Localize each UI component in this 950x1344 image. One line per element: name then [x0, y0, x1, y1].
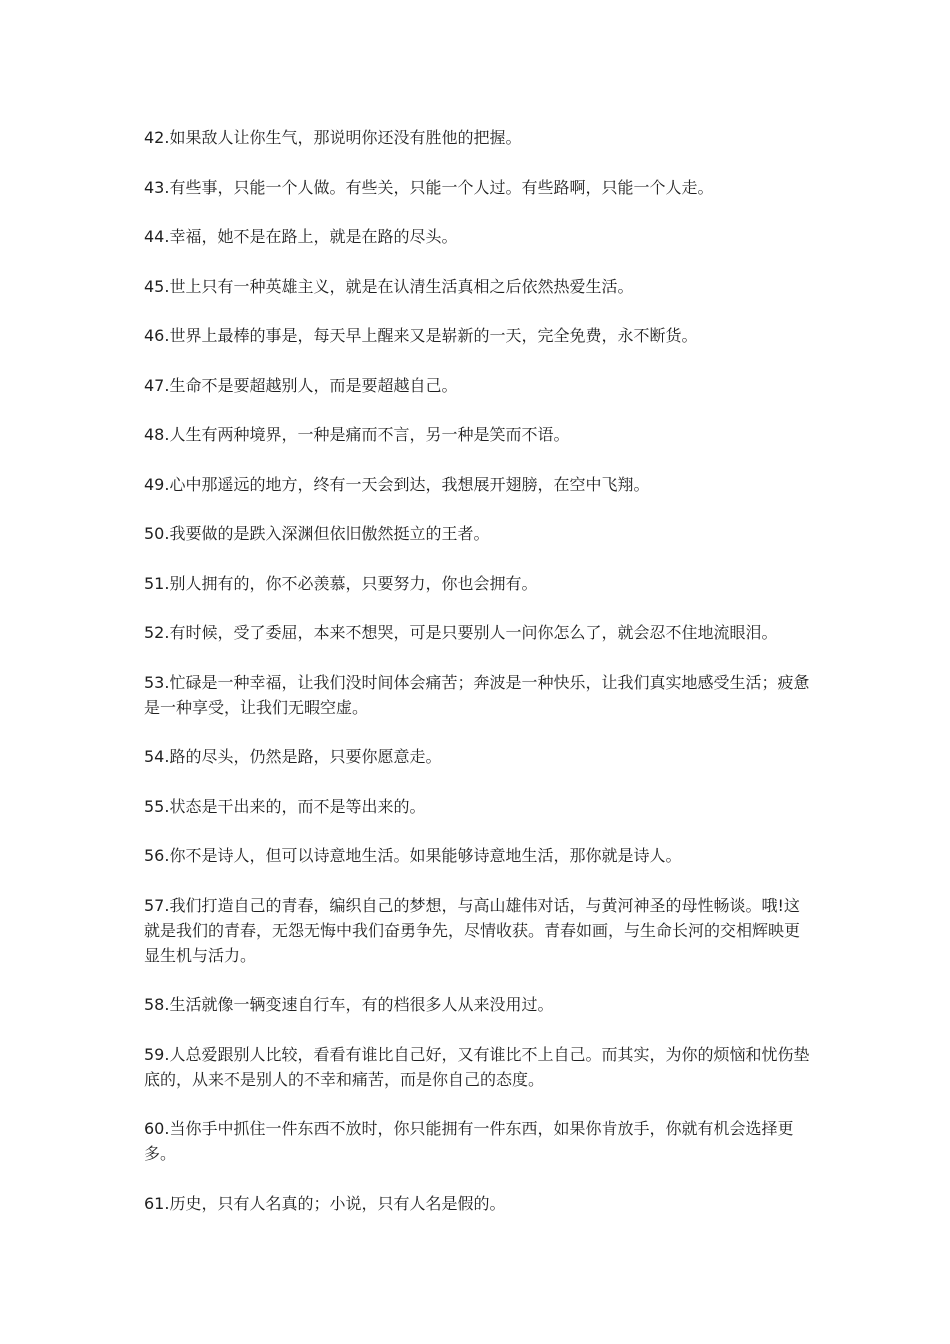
paragraph-55: 55.状态是干出来的，而不是等出来的。 — [144, 796, 426, 816]
paragraph-54: 54.路的尽头，仍然是路，只要你愿意走。 — [144, 747, 442, 766]
paragraph-44: 44.幸福，她不是在路上，就是在路的尽头。 — [144, 227, 458, 246]
paragraph-58: 58.生活就像一辆变速自行车，有的档很多人从来没用过。 — [144, 995, 554, 1014]
paragraph-43: 43.有些事，只能一个人做。有些关，只能一个人过。有些路啊，只能一个人走。 — [144, 177, 714, 197]
paragraph-57: 57.我们打造自己的青春，编织自己的梦想，与高山雄伟对话，与黄河神圣的母性畅谈。哦!这就是我们的青春，无怨无悔中我们奋勇争先，尽情收获。青春如画，与生命长河的交相辉映更显生机与活力。 — [144, 895, 801, 965]
paragraph-49: 49.心中那遥远的地方，终有一天会到达，我想展开翅膀，在空中飞翔。 — [144, 474, 650, 494]
paragraph-46: 46.世界上最棒的事是，每天早上醒来又是崭新的一天，完全免费，永不断货。 — [144, 326, 698, 345]
paragraph-52: 52.有时候，受了委屈，本来不想哭，可是只要别人一问你怎么了，就会忍不住地流眼泪。 — [144, 623, 778, 642]
paragraph-50: 50.我要做的是跌入深渊但依旧傲然挺立的王者。 — [144, 524, 490, 543]
document-body — [144, 125, 812, 1240]
paragraph-47: 47.生命不是要超越别人，而是要超越自己。 — [144, 375, 458, 395]
paragraph-51: 51.别人拥有的，你不必羡慕，只要努力，你也会拥有。 — [144, 573, 538, 593]
paragraph-42: 42.如果敌人让你生气，那说明你还没有胜他的把握。 — [144, 128, 522, 147]
paragraph-60: 60.当你手中抓住一件东西不放时，你只能拥有一件东西，如果你肯放手，你就有机会选择更多。 — [144, 1119, 794, 1163]
paragraph-56: 56.你不是诗人，但可以诗意地生活。如果能够诗意地生活，那你就是诗人。 — [144, 846, 682, 865]
paragraph-45: 45.世上只有一种英雄主义，就是在认清生活真相之后依然热爱生活。 — [144, 276, 634, 296]
paragraph-59: 59.人总爱跟别人比较，看看有谁比自己好，又有谁比不上自己。而其实，为你的烦恼和忧伤垫底的，从来不是别人的不幸和痛苦，而是你自己的态度。 — [144, 1044, 810, 1089]
paragraph-61: 61.历史，只有人名真的；小说，只有人名是假的。 — [144, 1193, 506, 1213]
paragraph-48: 48.人生有两种境界，一种是痛而不言，另一种是笑而不语。 — [144, 425, 570, 444]
paragraph-53: 53.忙碌是一种幸福，让我们没时间体会痛苦；奔波是一种快乐，让我们真实地感受生活；疲惫是一种享受，让我们无暇空虚。 — [144, 672, 810, 717]
